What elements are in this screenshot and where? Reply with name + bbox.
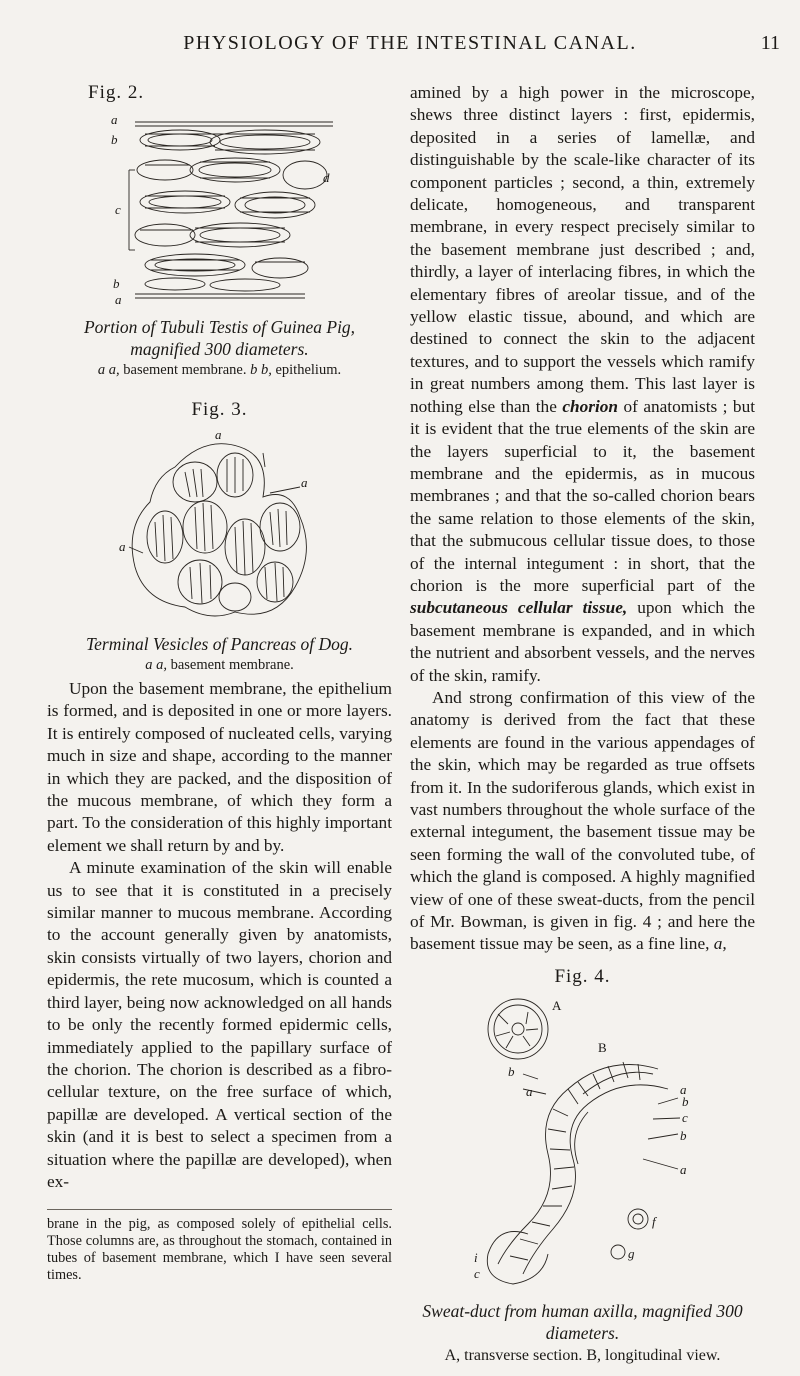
fig3-letter-a-top: a xyxy=(214,427,221,442)
left-paragraph-2: A minute examination of the skin will enable us to see that it is constituted in a precisely similar manner to mucous membrane. According to the account generally given by anatomists, skin consists virtually of two layers, chorion and epidermis, the rete mucosum, which is counted a third layer, being now acknowledged on all hands to be only the recently formed epidermic cells, immediately applied to the papillary surface of the chorion. The chorion is described as a fibro-cellular texture, on the free surface of which, papillæ are developed. A vertical section of the skin (and it is best to select a specimen from a situation where the papillæ are developed), when ex- xyxy=(47,858,392,1191)
fig4-letter-A: A xyxy=(551,997,561,1013)
fig2-letter-d: d xyxy=(322,170,329,185)
fig3-letter-a-right: a xyxy=(300,475,307,490)
right-p1-part-b: of anatomists ; but it is evident that the true elements of the skin are the layers superficial to it, the basement membrane and the epidermis, as in mucous membranes ; and that the so-called chorion bears the same relation to those elements of the skin, that the submucous cellular tissue does, to those of the internal integument : in short, that the chorion is the more superficial part of the xyxy=(410,396,756,595)
fig4-letter-g: g xyxy=(627,1245,634,1261)
fig4-letter-i: i xyxy=(473,1249,478,1265)
fig4-letter-c-right: c xyxy=(681,1109,688,1125)
fig4-caption-title: Sweat-duct from human axilla, magnified 300 diameters. xyxy=(422,1300,743,1343)
running-title: PHYSIOLOGY OF THE INTESTINAL CANAL. xyxy=(183,32,637,54)
fig3-label: Fig. 3. xyxy=(191,399,248,420)
right-p1-subcutaneous: subcutaneous cellular tissue, xyxy=(410,598,628,618)
fig4-letter-a-right: a xyxy=(679,1161,686,1177)
fig3-letter-a-left: a xyxy=(118,539,125,554)
fig3-key-aa-text: basement membrane. xyxy=(170,657,294,673)
footnote: brane in the pig, as composed solely of epithelial cells. Those columns are, as throughout the stomach, contained in tubes of basement membrane, which I have seen several times. xyxy=(47,1216,392,1284)
left-paragraph-1: Upon the basement membrane, the epithelium is formed, and is deposited in one or more layers. It is entirely composed of nucleated cells, varying much in size and shape, according to the manner in which they are packed, and the disposition of the mucous membrane, of which they form a part. To the consideration of this highly important element we shall return by and by. xyxy=(47,679,392,855)
fig3-caption-key xyxy=(47,656,392,674)
fig2-caption-title: Portion of Tubuli Testis of Guinea Pig, magnified 300 diameters. xyxy=(83,317,356,359)
fig2-letter-b-bottom: b xyxy=(112,276,119,291)
fig4-illustration xyxy=(468,994,698,1294)
right-column xyxy=(410,82,755,1365)
fig2-key-bb: b b, xyxy=(250,362,272,378)
right-p1-chorion: chorion xyxy=(562,396,619,416)
right-p2-text: And strong confirmation of this view of the anatomy is derived from the fact that these elements are found in the various appendages of the skin, which may be regarded as true offsets from it. In the sudoriferous glands, which exist in vast numbers throughout the whole surface of the external integument, the basement tissue may be seen forming the wall of the convoluted tube, of which the gland is composed. A highly magnified view of one of these sweat-ducts, from the pencil of Mr. Bowman, is given in fig. 4 ; and here the basement tissue may be seen, as a fine line, xyxy=(410,687,755,954)
right-p2-a: a, xyxy=(713,934,727,954)
fig3-illustration xyxy=(115,427,325,627)
fig2-label: Fig. 2. xyxy=(88,82,145,103)
page-number: 11 xyxy=(760,32,780,54)
fig3-key-aa: a a, xyxy=(145,657,167,673)
right-paragraph-1 xyxy=(410,82,755,687)
left-column xyxy=(47,82,392,1284)
fig2-letter-a-top: a xyxy=(110,112,117,127)
fig4-letter-B: B xyxy=(597,1039,607,1055)
fig4-letter-a-right-top: a xyxy=(679,1081,686,1097)
fig4-caption-key: A, transverse section. B, longitudinal view. xyxy=(444,1346,721,1364)
fig4-letter-b-right-top: b xyxy=(681,1093,688,1109)
fig4-letter-a-left: a xyxy=(525,1083,532,1099)
fig2-key-aa: a a, xyxy=(97,362,120,378)
fig4-letter-b-left: b xyxy=(507,1063,514,1079)
right-p1-part-c: upon which the basement membrane is expanded, and in which the nutrient and absorbent vessels, and the nerves of the skin, ramify. xyxy=(410,598,755,685)
footnote-rule xyxy=(47,1209,392,1210)
fig2-key-aa-text: basement membrane. xyxy=(123,362,247,378)
fig2-key-bb-text: epithelium. xyxy=(275,362,342,378)
fig4-letter-f: f xyxy=(651,1213,656,1229)
page-header xyxy=(40,32,780,66)
right-paragraph-2 xyxy=(410,687,755,956)
fig4-letter-b-right: b xyxy=(679,1127,686,1143)
fig2-illustration xyxy=(105,110,335,310)
fig4-letter-c-left: c xyxy=(473,1265,480,1281)
fig2-letter-c: c xyxy=(114,202,121,217)
right-p1-part-a: amined by a high power in the microscope, shews three distinct layers : first, epidermis, deposited in a series of lamellæ, and distinguishable by the scale-like character of its component particles ; second, a thin, extremely delicate, homogeneous, and transparent membrane, in every respect precisely similar to the basement membrane just described ; and, thirdly, a layer of interlacing fibres, in which the elementary fibres of areolar tissue, and of the yellow elastic tissue, abound, and which are destined to connect the skin to the adjacent textures, and to support the vessels which ramify in great numbers among them. This last layer is nothing else than the xyxy=(410,83,755,416)
fig2-letter-a-bottom: a xyxy=(114,292,121,307)
fig2-letter-b-top: b xyxy=(110,132,117,147)
fig2-caption-key xyxy=(47,361,392,379)
fig3-caption-title: Terminal Vesicles of Pancreas of Dog. xyxy=(85,634,354,654)
fig4-label: Fig. 4. xyxy=(554,965,611,987)
